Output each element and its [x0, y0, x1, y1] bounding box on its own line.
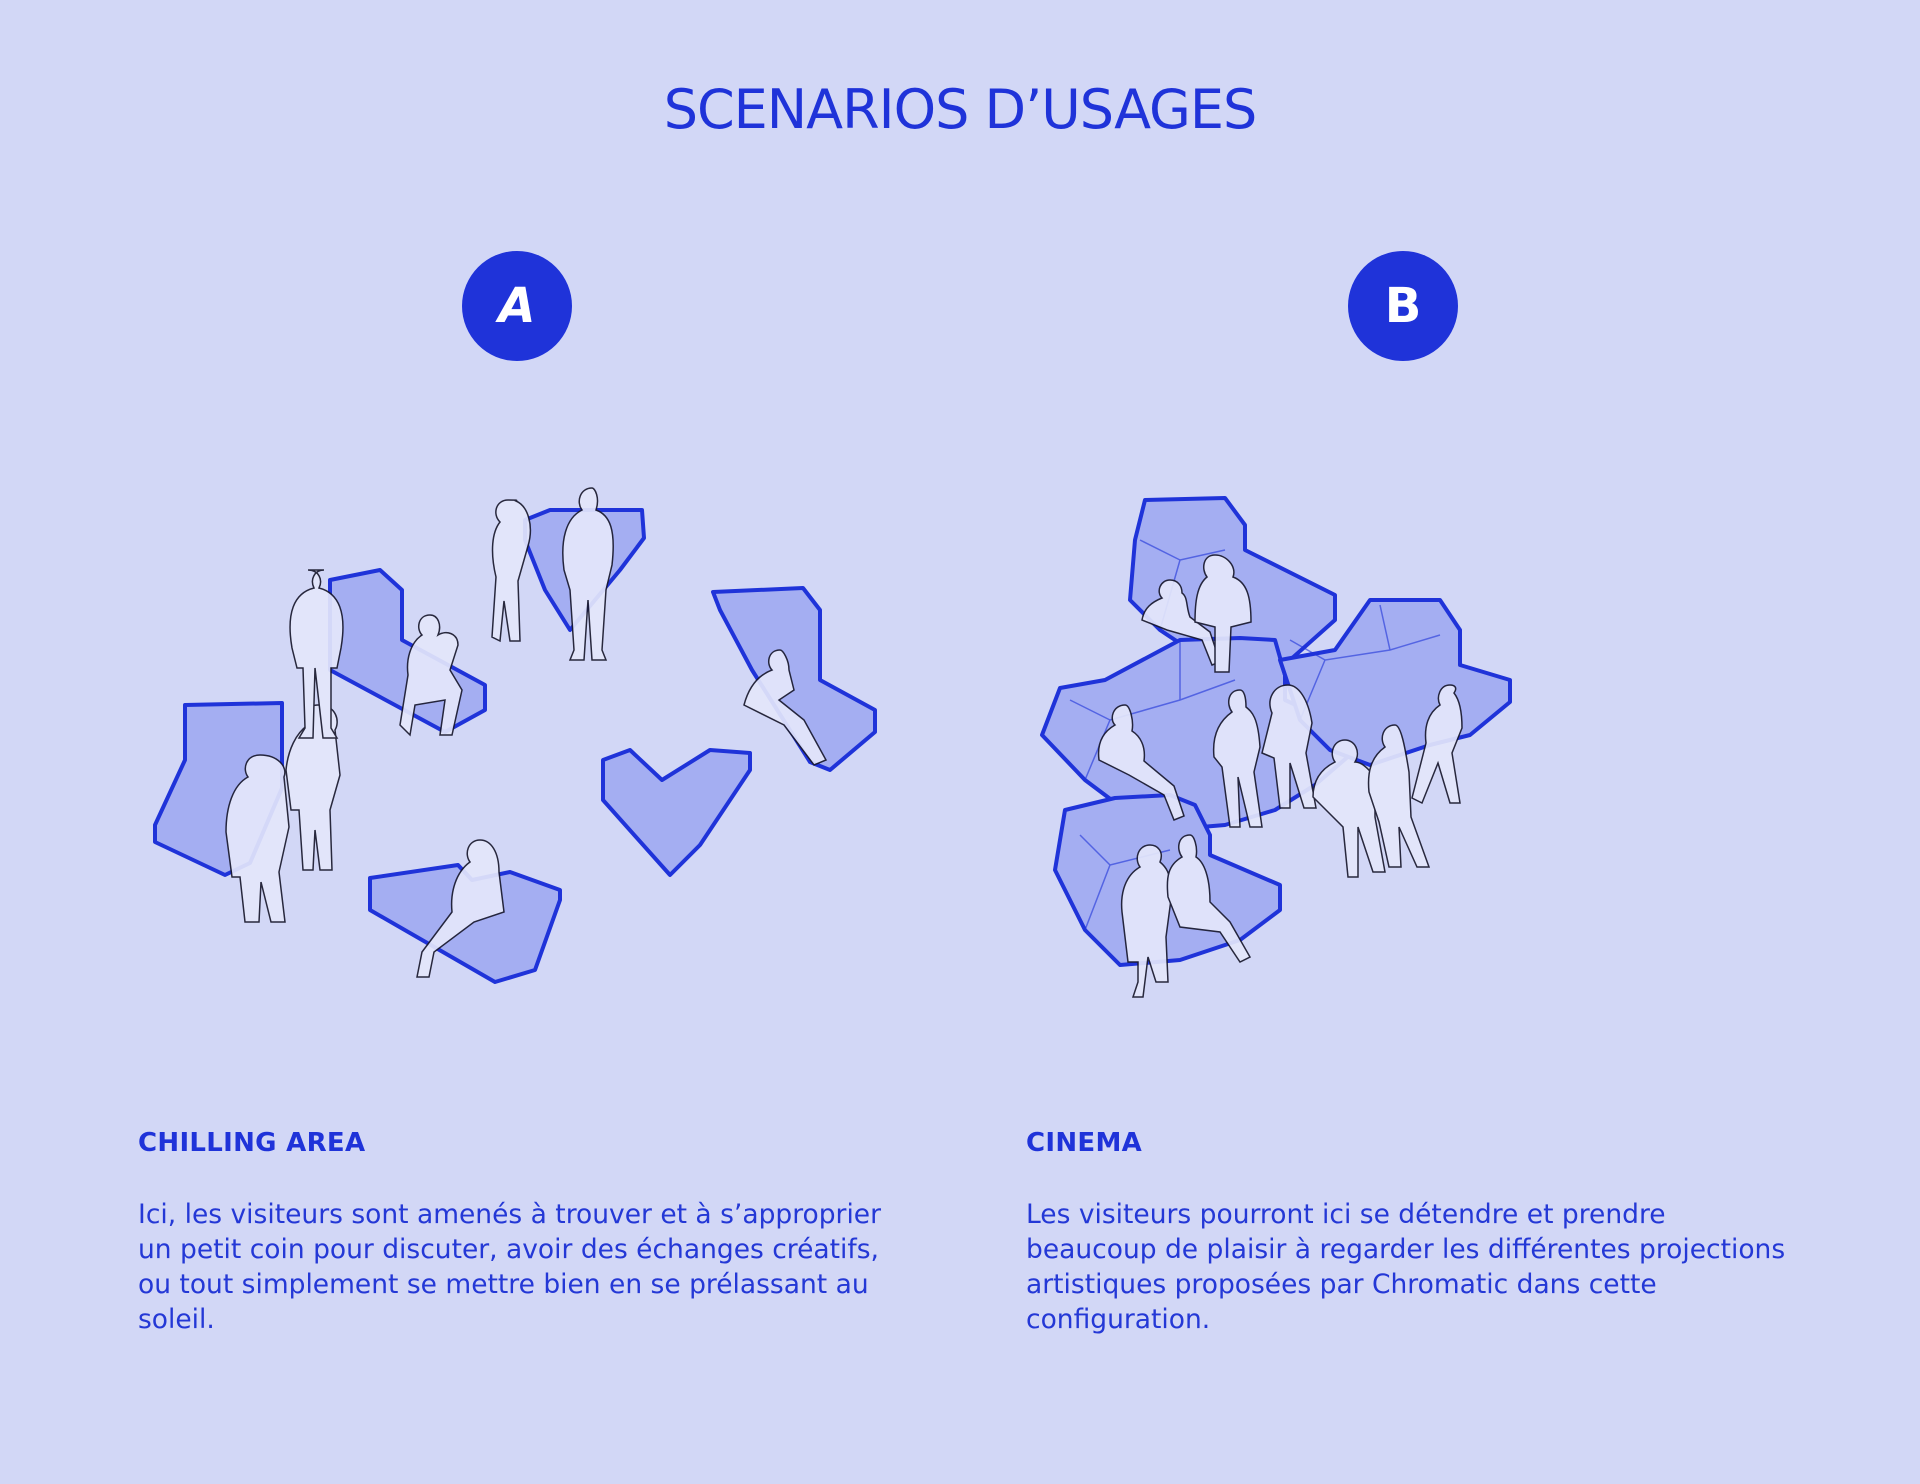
cinema-description: Les visiteurs pourront ici se détendre et prendre beaucoup de plaisir à regarder les différentes projections artistiques proposées par Chromatic dans cette configuration. — [1026, 1199, 1786, 1335]
seat-module — [713, 588, 875, 770]
page-title: SCENARIOS D’USAGES — [663, 78, 1257, 141]
chilling-area-description: Ici, les visiteurs sont amenés à trouver et à s’approprier un petit coin pour discuter, avoir des échanges créatifs, ou tout simplement se mettre bien en se prélassant au soleil. — [138, 1199, 882, 1335]
cinema-illustration — [1030, 480, 1790, 1020]
chilling-area-illustration — [140, 470, 900, 1000]
scenario-b-badge: B — [1348, 251, 1458, 361]
chilling-area-heading: CHILLING AREA — [138, 1128, 366, 1158]
person-figure — [492, 500, 530, 641]
scenario-a-badge: A — [462, 251, 572, 361]
cinema-heading: CINEMA — [1026, 1128, 1143, 1158]
seat-module — [603, 750, 750, 875]
